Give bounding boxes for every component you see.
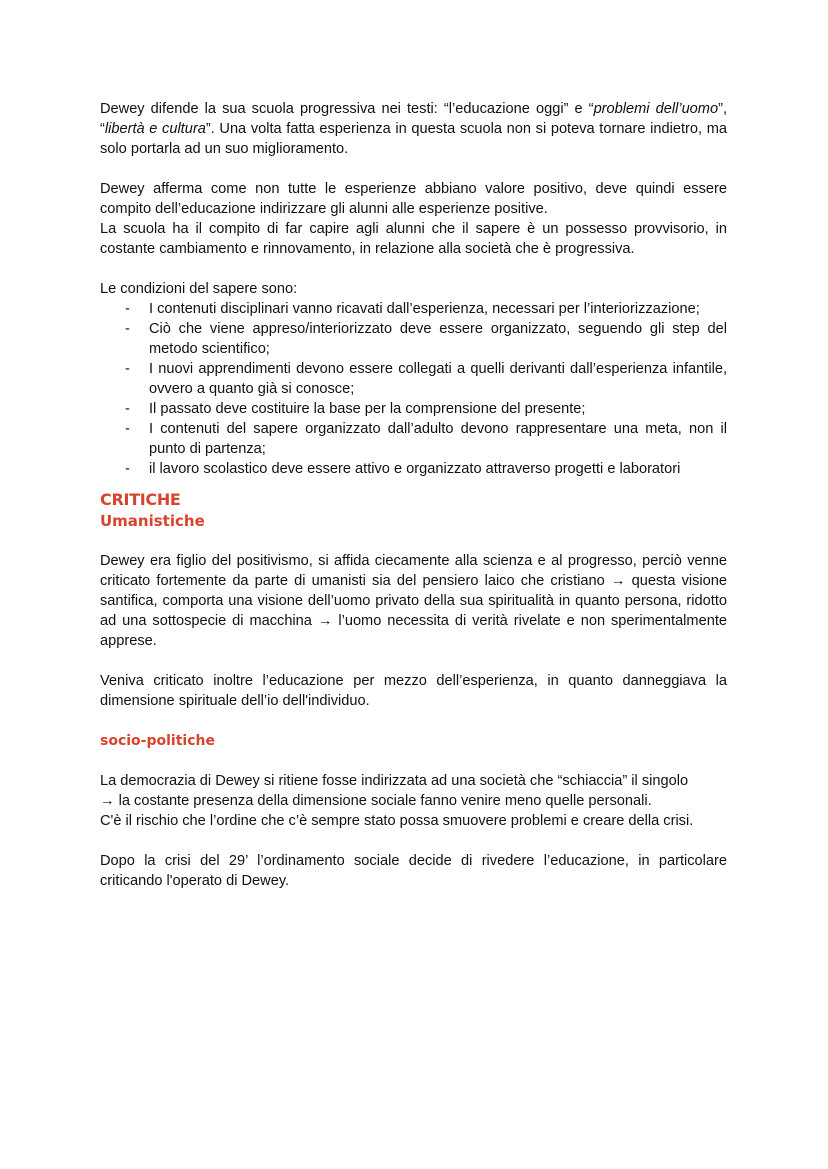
dash-bullet: - (125, 321, 130, 337)
list-item-text: Il passato deve costituire la base per la comprensione del presente; (149, 401, 586, 417)
dash-bullet: - (125, 361, 130, 377)
umanistiche-paragraph-2: Veniva criticato inoltre l’educazione per mezzo dell’esperienza, in quanto danneggiava la dimensione spirituale dell’io dell'individuo. (100, 673, 727, 709)
list-item (100, 459, 727, 479)
text-span: ”, “ (100, 101, 727, 137)
conditions-title: Le condizioni del sapere sono: (100, 281, 298, 297)
list-item-text: I contenuti del sapere organizzato dall’adulto devono rappresentare una meta, non il punto di partenza; (149, 421, 727, 457)
list-item-text: il lavoro scolastico deve essere attivo e organizzato attraverso progetti e laboratori (149, 461, 681, 477)
list-item-text: I contenuti disciplinari vanno ricavati dall’esperienza, necessari per l’interiorizzazione; (149, 301, 700, 317)
list-item (100, 299, 727, 319)
dash-bullet: - (125, 421, 130, 437)
intro-paragraph-2: Dewey afferma come non tutte le esperienze abbiano valore positivo, deve quindi essere compito dell’educazione indirizzare gli alunni alle esperienze positive. (100, 181, 727, 217)
umanistiche-paragraph-1: Dewey era figlio del positivismo, si affida ciecamente alla scienza e al progresso, perciò venne criticato fortemente da parte di umanisti sia del pensiero laico che cristiano → questa visione santifica, comporta una visione dell’uomo privato della sua spiritualità in quanto persona, ridotto ad una sottospecie di macchina → l’uomo necessita di verità rivelate e non sperimentalmente apprese. (100, 553, 727, 649)
list-item-text: Ciò che viene appreso/interiorizzato deve essere organizzato, seguendo gli step del metodo scientifico; (149, 321, 727, 357)
dash-bullet: - (125, 461, 130, 477)
sociopolitiche-paragraph-3: Dopo la crisi del 29’ l’ordinamento sociale decide di rivedere l’educazione, in particolare criticando l'operato di Dewey. (100, 853, 727, 889)
sociopolitiche-paragraph-2: C'è il rischio che l’ordine che c’è sempre stato possa smuovere problemi e creare della crisi. (100, 813, 694, 829)
list-item (100, 419, 727, 459)
heading-socio-politiche: socio-politiche (100, 733, 215, 749)
sociopolitiche-paragraph-1 (100, 771, 727, 811)
list-item (100, 319, 727, 359)
document-page (100, 99, 727, 891)
heading-umanistiche: Umanistiche (100, 512, 205, 530)
heading-critiche: CRITICHE (100, 490, 181, 509)
book-title-problemi: problemi dell’uomo (593, 101, 719, 117)
dash-bullet: - (125, 301, 130, 317)
list-item (100, 399, 727, 419)
text-line: La democrazia di Dewey si ritiene fosse indirizzata ad una società che “schiaccia” il singolo (100, 773, 689, 789)
text-span: Dewey difende la sua scuola progressiva nei testi: “l’educazione oggi” e “ (100, 101, 594, 117)
text-span: ”. Una volta fatta esperienza in questa scuola non si poteva tornare indietro, ma solo portarla ad un suo miglioramento. (100, 121, 728, 157)
list-item (100, 359, 727, 399)
text-line: → la costante presenza della dimensione sociale fanno venire meno quelle personali. (100, 793, 652, 809)
list-item-text: I nuovi apprendimenti devono essere collegati a quelli derivanti dall’esperienza infantile, ovvero a quanto già si conosce; (149, 361, 727, 397)
intro-paragraph-1 (100, 99, 727, 159)
dash-bullet: - (125, 401, 130, 417)
book-title-liberta: libertà e cultura (104, 121, 206, 137)
conditions-list (100, 299, 727, 479)
intro-paragraph-3: La scuola ha il compito di far capire agli alunni che il sapere è un possesso provvisorio, in costante cambiamento e rinnovamento, in relazione alla società che è progressiva. (100, 221, 727, 257)
